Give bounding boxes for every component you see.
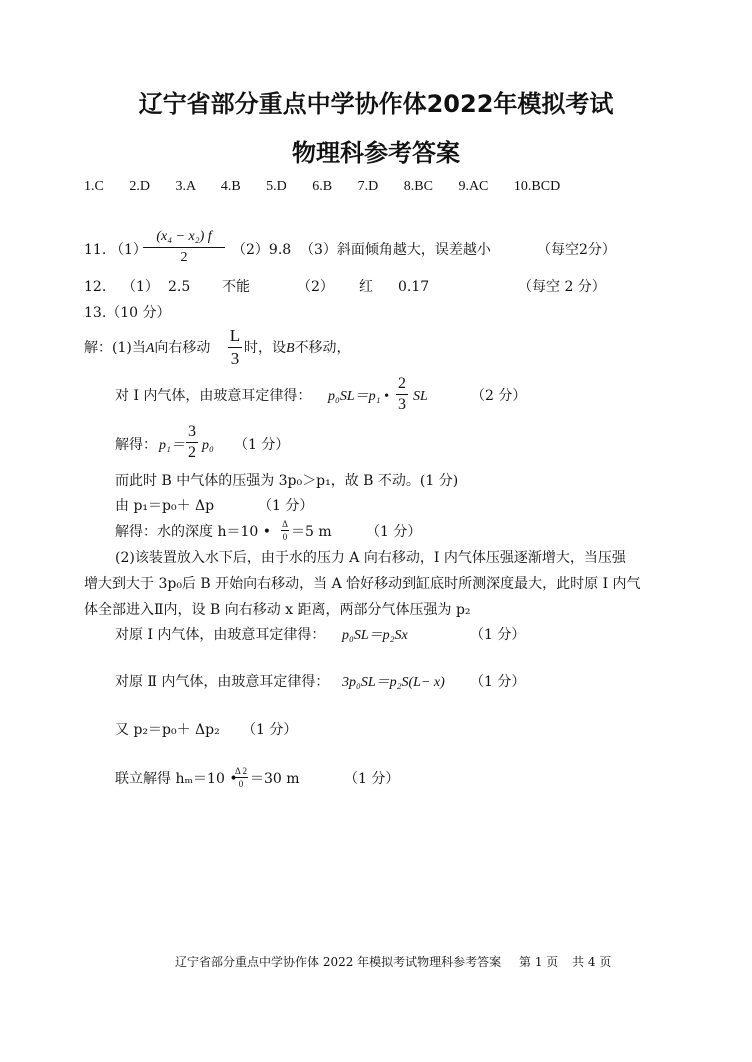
q13-line2-equation [328,389,389,404]
q11-number: 11. [84,242,107,258]
var-a: A [145,341,155,356]
mc-answers-row [84,180,560,194]
mc-answer: 1.C [84,179,104,194]
q13-line8-score: （1 分） [470,674,526,690]
mc-answer: 5.D [266,179,287,194]
q13-line10-fraction [234,766,248,789]
q13-line7-pre: 对原 Ⅰ 内气体，由玻意耳定律得： [115,627,326,643]
q13-line2-score: （2 分） [471,388,527,404]
q12-value-3: 红 [359,279,373,295]
mc-answer: 10.BCD [513,179,561,194]
q12-part1-label: （1） [122,279,159,295]
q13-line3-fraction [186,423,198,462]
q13-line1-tail [244,341,351,356]
q13-line7-equation [342,628,408,643]
q13-line3-equation [159,438,185,453]
q13-header: 13.（10 分） [84,305,171,321]
fraction-numerator: Δ [282,519,288,529]
q13-line4: 而此时 B 中气体的压强为 3p₀＞p₁，故 B 不动。(1 分) [115,473,459,489]
q13-line3-p0 [202,438,214,453]
q13-line1-fraction [228,326,242,369]
q11-fraction-denominator: 2 [143,247,225,266]
q11-note: （每空2分） [537,242,616,258]
var-b: B [286,341,295,356]
equation: p₀SL＝p₂Sx [342,628,408,643]
equation: p₁＝ [159,438,185,453]
q11-part1-label: （1） [110,242,147,258]
q13-line2-pre: 对 Ⅰ 内气体，由玻意耳定律得： [115,388,312,404]
footer-text: 辽宁省部分重点中学协作体 2022 年模拟考试物理科参考答案 [175,955,502,969]
q13-line1 [84,341,210,356]
q13-line7-score: （1 分） [470,627,526,643]
fraction-denominator: 3 [398,396,406,413]
q12-number: 12. [84,279,107,295]
q13-line1-post: 时，设 [244,340,286,356]
q13-line5-score: （1 分） [258,498,314,514]
q13-line3-pre: 解得： [115,437,157,453]
q13-line6-fraction [281,519,289,542]
equation: p₀SL＝p₁ • [328,389,389,404]
q13-para2-line2: 增大到大于 3p₀后 B 开始向右移动，当 A 恰好移动到缸底时所测深度最大，此时原 Ⅰ 内气 [84,576,641,592]
q13-line9-score: （1 分） [242,722,298,738]
mc-answer: 4.B [220,179,241,194]
fraction-denominator: 0 [282,532,288,542]
equation: 3p₀SL＝p₂S(L− x) [342,675,445,690]
mc-answer: 8.BC [403,179,433,194]
q13-line1-mid: 向右移动 [154,340,211,356]
q13-line2-sl [413,389,428,404]
q11-part2: （2）9.8 [232,242,292,258]
page-subtitle: 物理科参考答案 [292,139,460,167]
sl-term: SL [413,389,428,404]
q11-fraction [143,229,225,266]
q12-note: （每空 2 分） [518,279,606,295]
mc-answer: 7.D [357,179,379,194]
q13-line1-end: 不移动， [294,340,351,356]
q13-line6-post: ＝5 m [291,524,332,540]
fraction-numerator: 3 [188,423,196,440]
q12-part2-label: （2） [297,279,334,295]
q13-para2-line1: (2)该装置放入水下后，由于水的压力 A 向右移动，Ⅰ 内气体压强逐渐增大，当压强 [115,550,626,566]
page-title: 辽宁省部分重点中学协作体2022年模拟考试 [138,90,614,118]
mc-answer: 6.B [312,179,333,194]
q13-line2-fraction [396,375,408,414]
q13-line8-pre: 对原 Ⅱ 内气体，由玻意耳定律得： [115,674,330,690]
q13-line10-score: （1 分） [344,771,400,787]
fraction-denominator: 0 [234,777,248,789]
q12-value-2: 不能 [222,279,250,295]
q11-fraction-numerator: (x₄ − x₂) f [156,229,212,244]
q11-part3: （3）斜面倾角越大，误差越小 [300,242,491,258]
q13-line5-equation: 由 p₁＝p₀＋ Δp [115,498,215,514]
fraction-numerator: Δ 2 [234,766,248,776]
q13-line3-score: （1 分） [234,437,290,453]
q13-line8-equation [342,675,445,690]
q13-line9-equation: 又 p₂＝p₀＋ Δp₂ [115,722,220,738]
q13-line6-pre: 解得：水的深度 h＝10 • [115,524,271,540]
mc-answer: 2.D [129,179,150,194]
q13-para2-line3: 体全部进入Ⅱ内，设 B 向右移动 x 距离，两部分气体压强为 p₂ [84,602,471,618]
q13-line10-pre: 联立解得 hₘ＝10 • [115,771,238,787]
q12-value-4: 0.17 [398,279,430,295]
footer-page-total: 共 4 页 [572,955,612,969]
fraction-denominator: 2 [188,444,196,461]
q13-line10-post: ＝30 m [250,771,300,787]
fraction-numerator: 2 [398,375,406,392]
page-footer [175,956,611,968]
fraction-numerator: L [229,326,241,345]
footer-page-number: 第 1 页 [519,955,559,969]
p0-term: p₀ [202,438,214,453]
q12-value-1: 2.5 [168,279,191,295]
mc-answer: 9.AC [458,179,489,194]
q13-line6-score: （1 分） [366,524,422,540]
q13-line1-pre: 解：(1)当 [84,340,146,356]
mc-answer: 3.A [175,179,196,194]
fraction-denominator: 3 [228,347,242,369]
